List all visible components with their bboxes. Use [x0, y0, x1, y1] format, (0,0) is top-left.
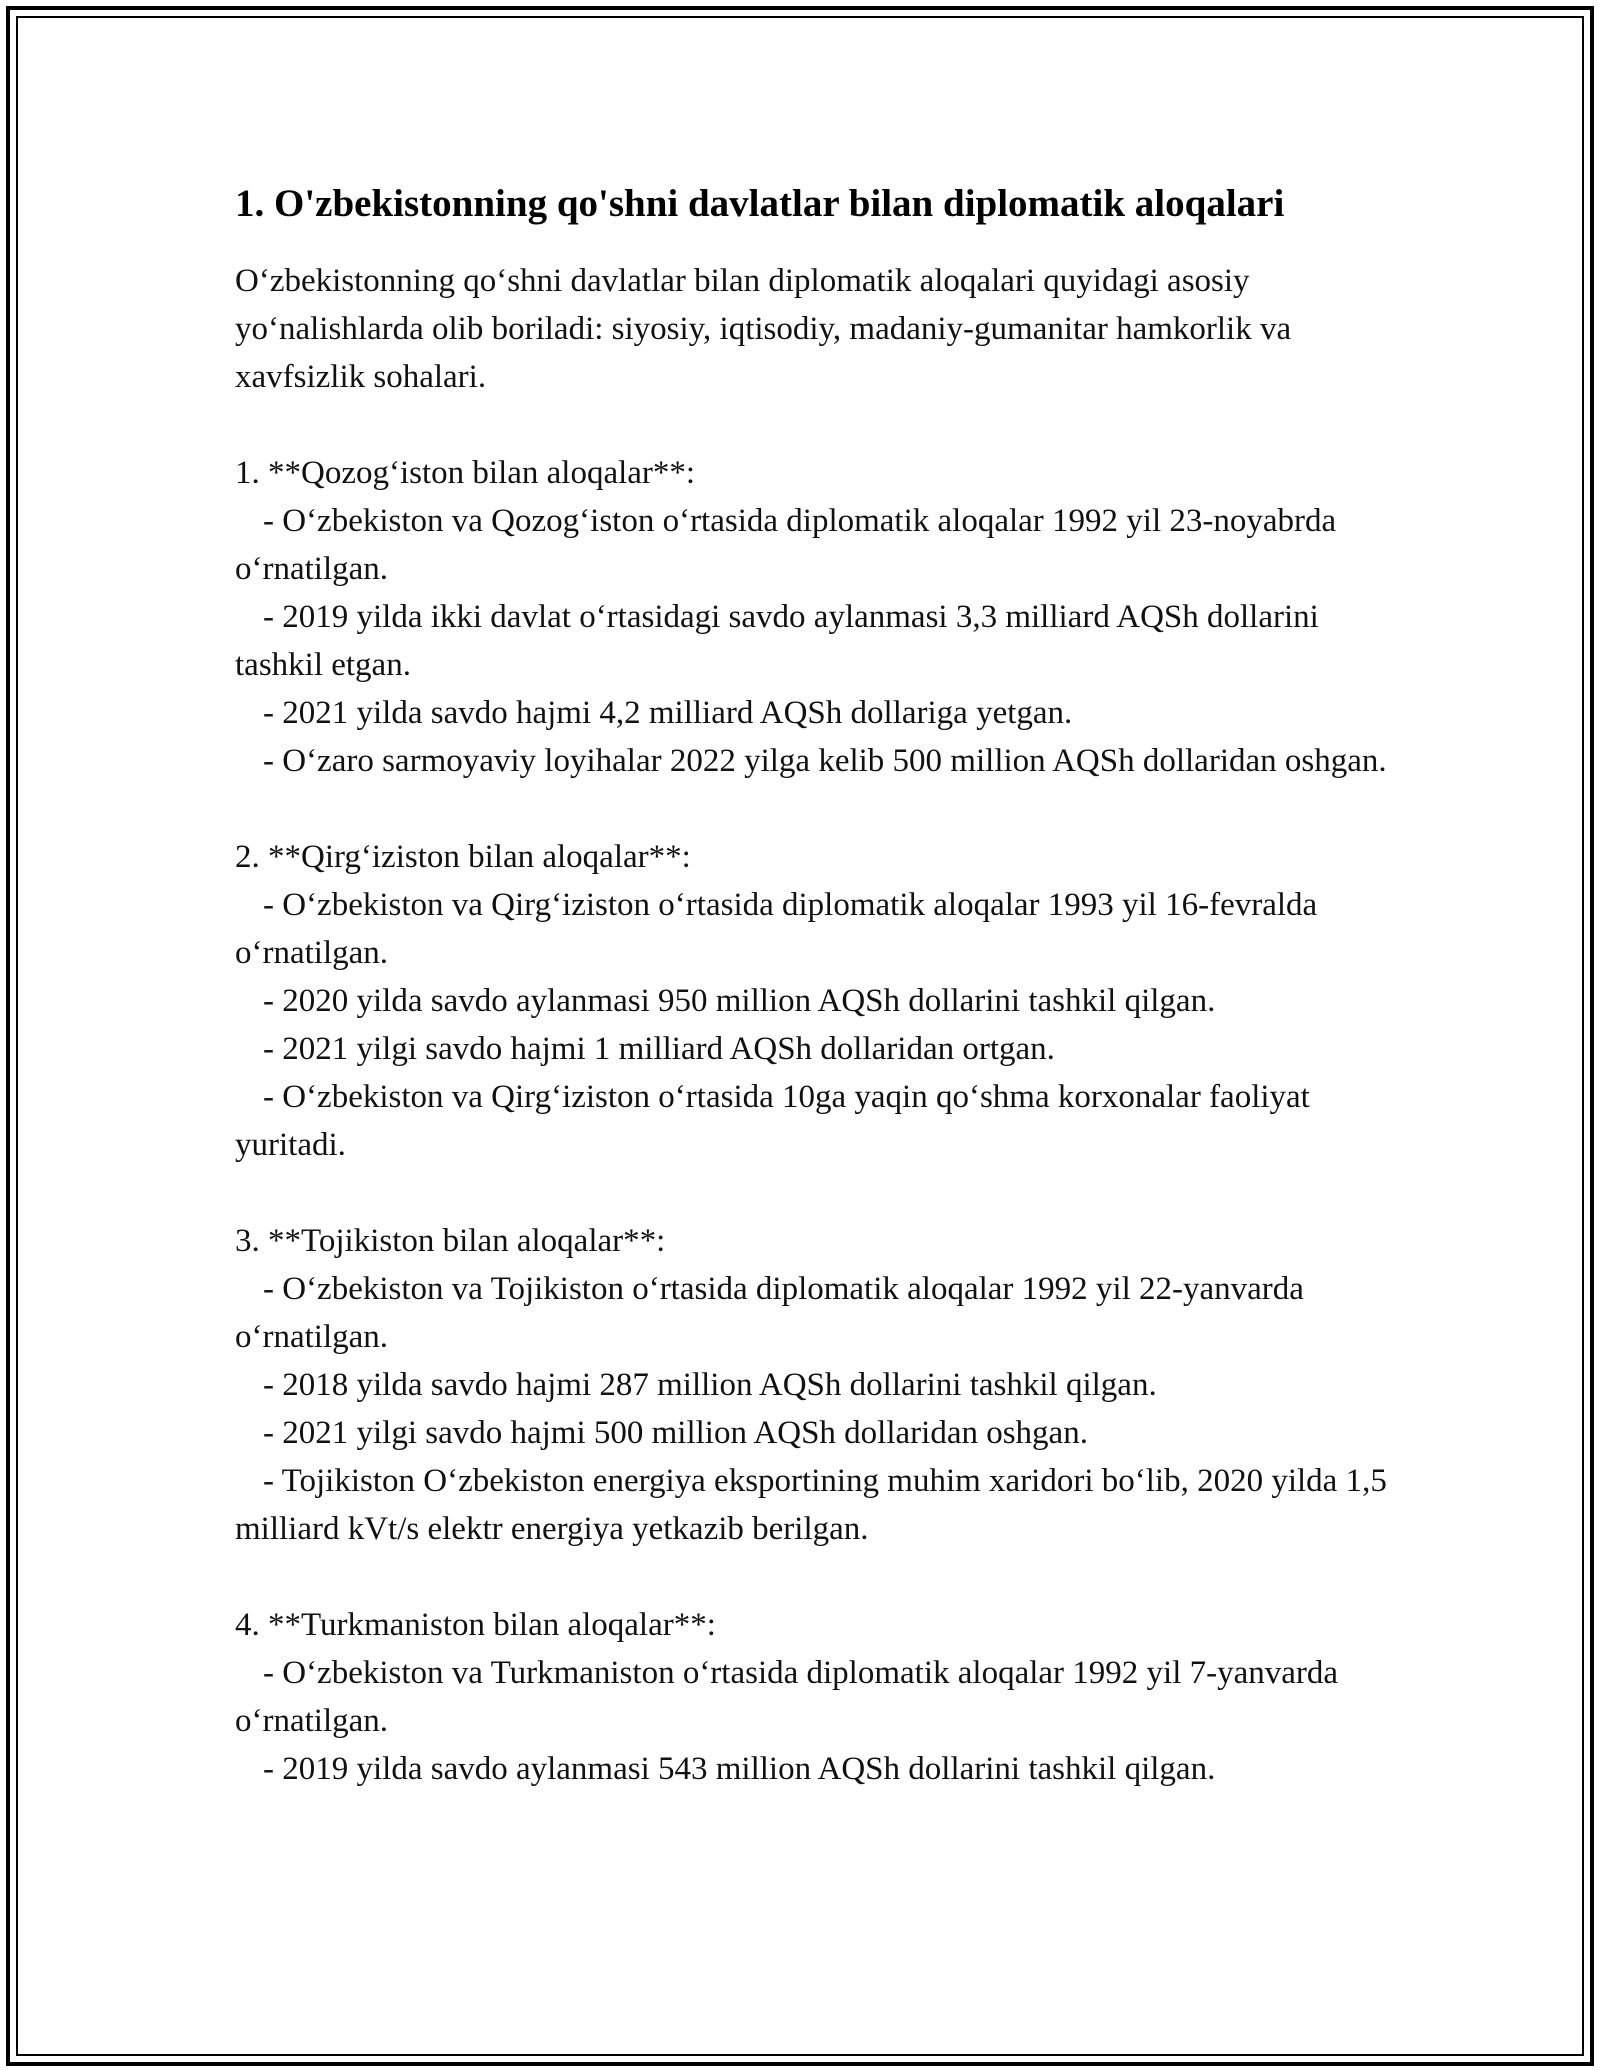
document-title: 1. O'zbekistonning qo'shni davlatlar bilan diplomatik aloqalari	[235, 182, 1285, 225]
bullet-item: - O‘zbekiston va Qirg‘iziston o‘rtasida 10ga yaqin qo‘shma korxonalar faoliyat yuritadi.	[235, 1078, 1310, 1163]
bullet-item: - 2021 yilgi savdo hajmi 500 million AQSh dollaridan oshgan.	[263, 1414, 1088, 1451]
bullet-item: - 2021 yilgi savdo hajmi 1 milliard AQSh dollaridan ortgan.	[263, 1030, 1055, 1067]
bullet-item: - 2018 yilda savdo hajmi 287 million AQSh dollarini tashkil qilgan.	[263, 1366, 1157, 1403]
section-heading: 3. **Tojikiston bilan aloqalar**:	[235, 1222, 666, 1259]
bullet-item: - 2020 yilda savdo aylanmasi 950 million AQSh dollarini tashkil qilgan.	[263, 982, 1216, 1019]
section-tajikistan	[235, 1217, 1395, 1553]
bullet-item: - 2019 yilda savdo aylanmasi 543 million AQSh dollarini tashkil qilgan.	[263, 1750, 1216, 1787]
bullet-item: - O‘zbekiston va Qozog‘iston o‘rtasida diplomatik aloqalar 1992 yil 23-noyabrda o‘rnatilgan.	[235, 502, 1337, 587]
bullet-item: - O‘zbekiston va Turkmaniston o‘rtasida diplomatik aloqalar 1992 yil 7-yanvarda o‘rnatilgan.	[235, 1654, 1339, 1739]
section-heading: 2. **Qirg‘iziston bilan aloqalar**:	[235, 838, 691, 875]
bullet-item: - 2021 yilda savdo hajmi 4,2 milliard AQSh dollariga yetgan.	[263, 694, 1073, 731]
intro-paragraph: O‘zbekistonning qo‘shni davlatlar bilan diplomatik aloqalari quyidagi asosiy yo‘nalishlarda olib boriladi: siyosiy, iqtisodiy, madaniy-gumanitar hamkorlik va xavfsizlik sohalari.	[235, 262, 1292, 395]
section-heading: 1. **Qozog‘iston bilan aloqalar**:	[235, 454, 696, 491]
bullet-item: - O‘zbekiston va Tojikiston o‘rtasida diplomatik aloqalar 1992 yil 22-yanvarda o‘rnatilgan.	[235, 1270, 1304, 1355]
document-body	[235, 180, 1395, 1793]
bullet-item: - Tojikiston O‘zbekiston energiya eksportining muhim xaridori bo‘lib, 2020 yilda 1,5 milliard kVt/s elektr energiya yetkazib berilgan.	[235, 1462, 1387, 1547]
section-turkmenistan	[235, 1601, 1395, 1793]
bullet-item: - O‘zaro sarmoyaviy loyihalar 2022 yilga kelib 500 million AQSh dollaridan oshgan.	[263, 742, 1387, 779]
section-kyrgyzstan	[235, 833, 1395, 1169]
section-kazakhstan	[235, 449, 1395, 785]
bullet-item: - 2019 yilda ikki davlat o‘rtasidagi savdo aylanmasi 3,3 milliard AQSh dollarini tashkil etgan.	[235, 598, 1319, 683]
bullet-item: - O‘zbekiston va Qirg‘iziston o‘rtasida diplomatik aloqalar 1993 yil 16-fevralda o‘rnatilgan.	[235, 886, 1318, 971]
section-heading: 4. **Turkmaniston bilan aloqalar**:	[235, 1606, 716, 1643]
